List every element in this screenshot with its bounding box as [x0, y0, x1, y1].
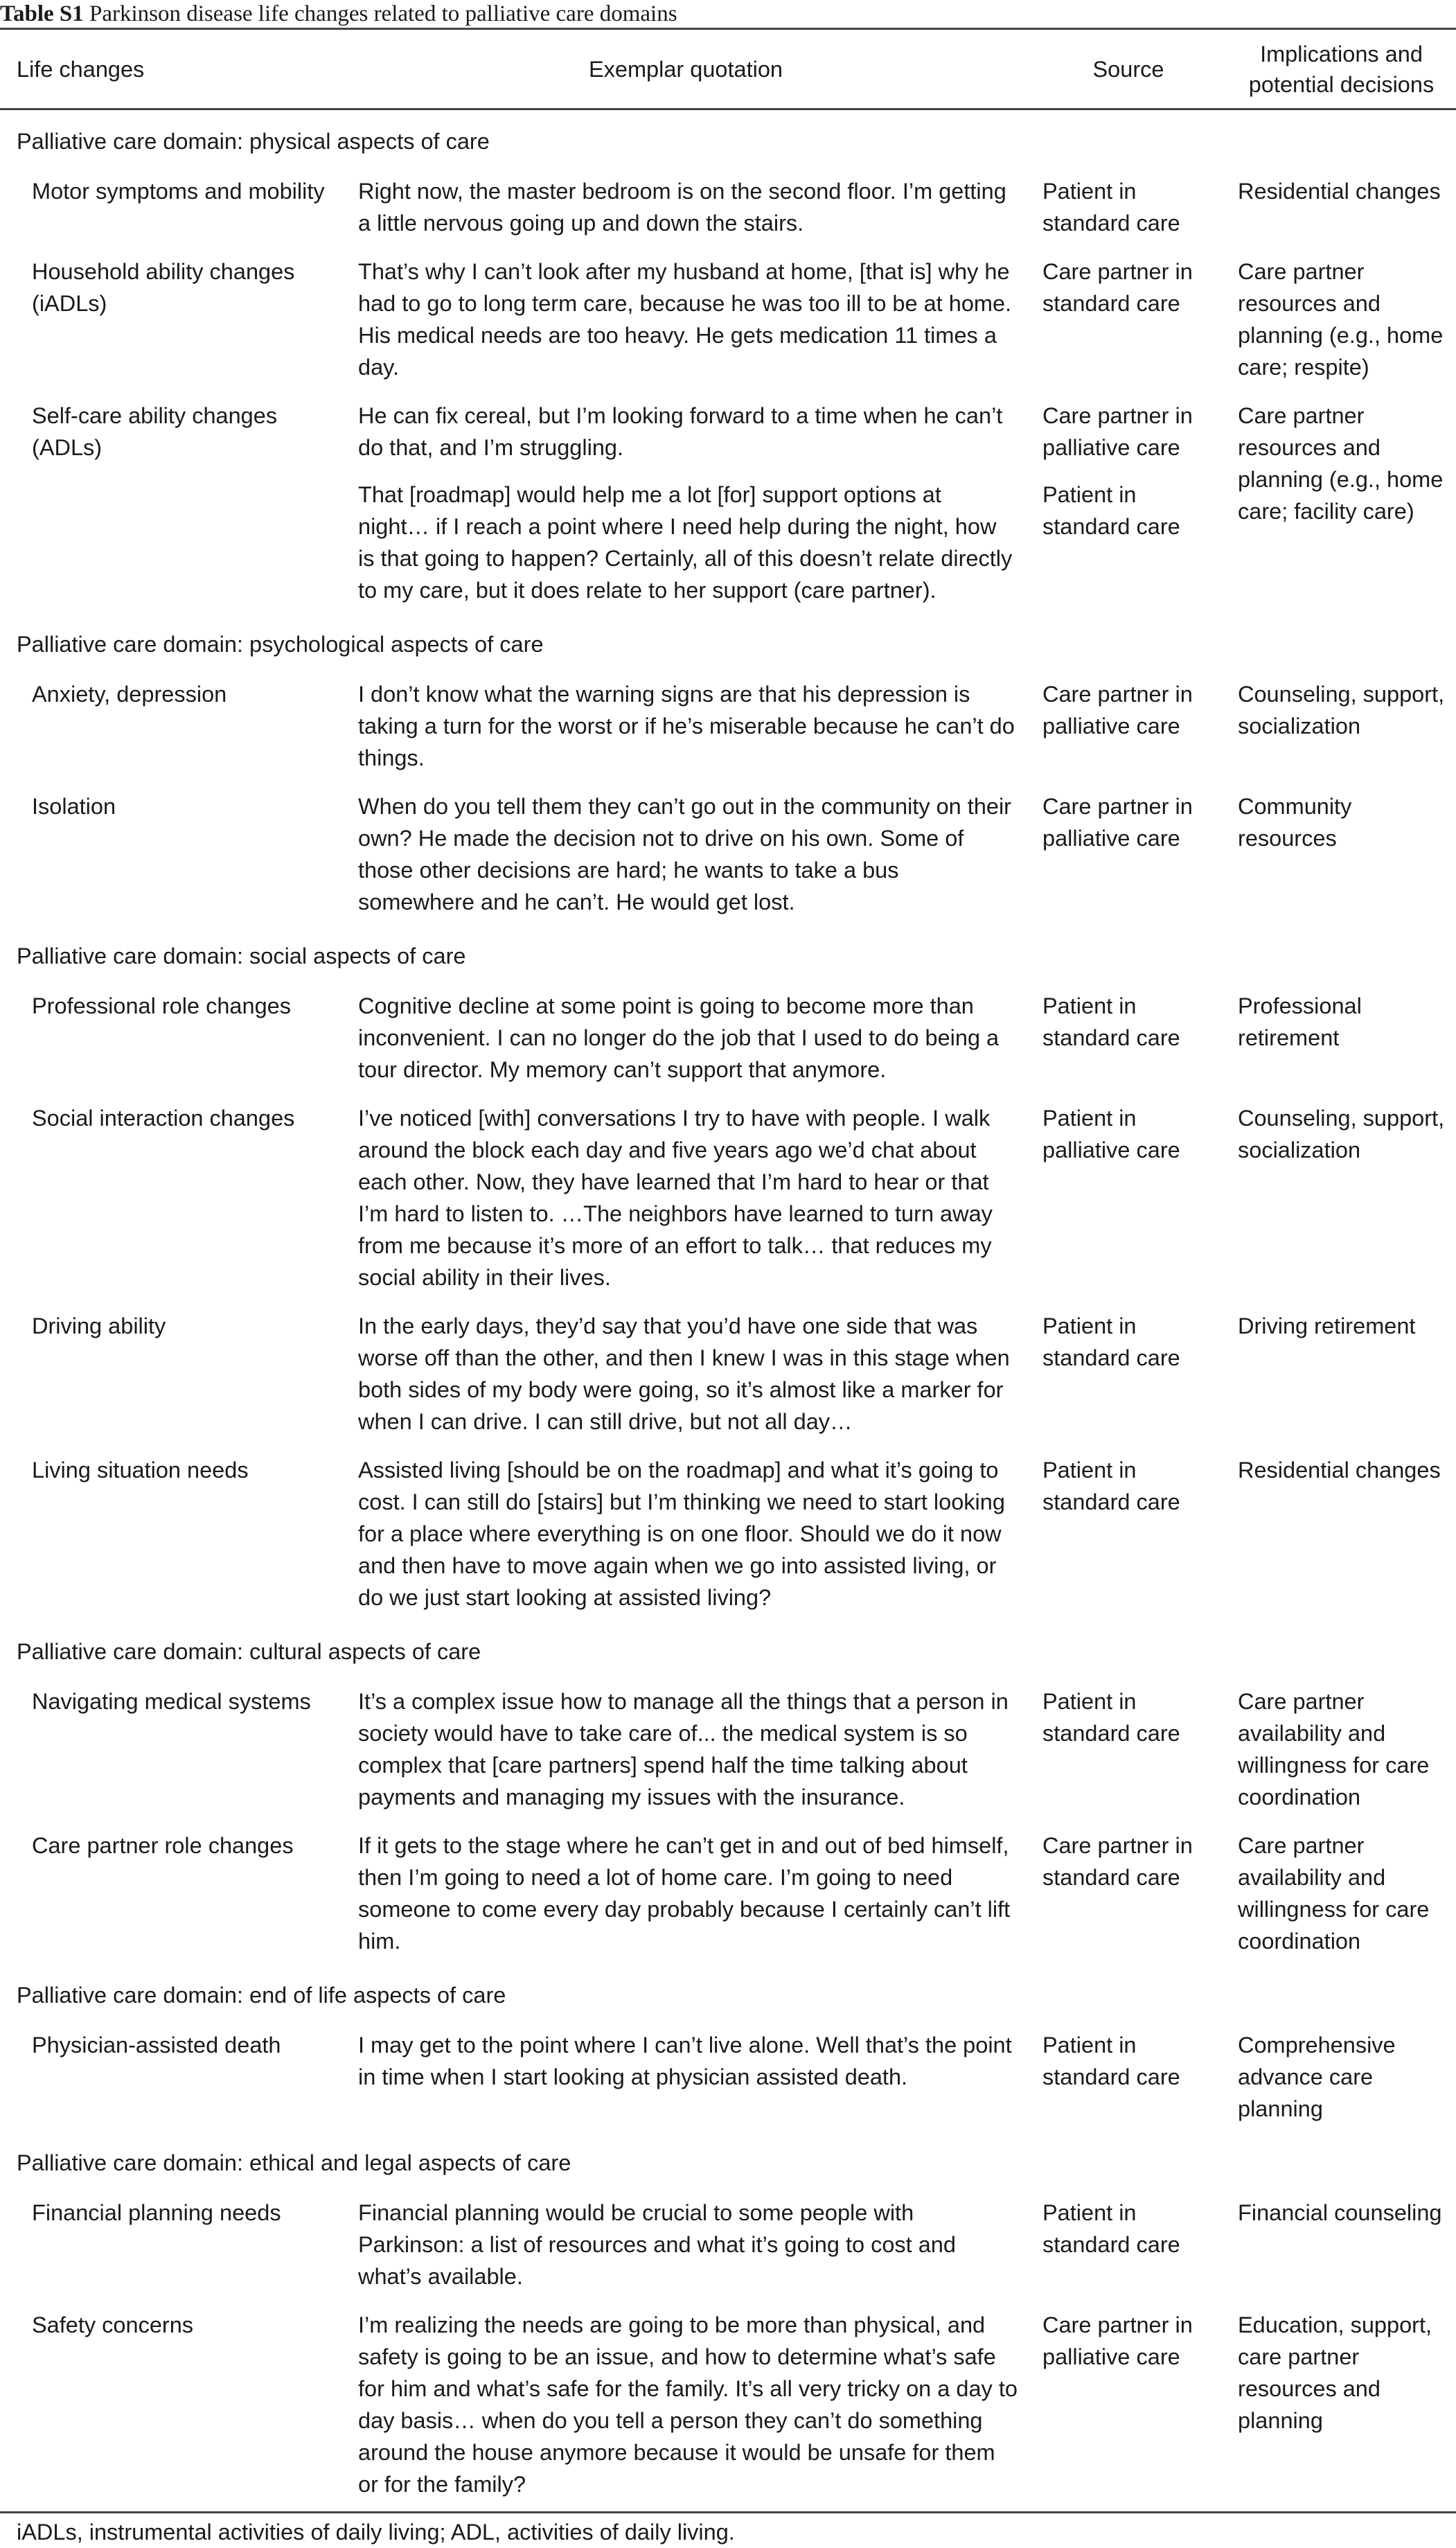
domain-heading: Palliative care domain: end of life aspects of care — [17, 1983, 506, 2008]
quotation-cell — [341, 390, 1030, 613]
source-cell — [1030, 1820, 1227, 1964]
life-change-cell — [0, 1444, 341, 1620]
source-cell-text: Care partner in palliative care — [1042, 794, 1193, 851]
implications-cell — [1227, 1092, 1456, 1300]
implications-cell-text: Residential changes — [1238, 1458, 1441, 1483]
life-change-cell — [0, 166, 341, 246]
life-change-cell — [0, 390, 341, 613]
source-cell — [1030, 1092, 1227, 1300]
implications-cell — [1227, 166, 1456, 246]
source-cell-text: Patient in palliative care — [1042, 1106, 1180, 1162]
quotation-cell — [341, 1092, 1030, 1300]
quotation-cell-text: Financial planning would be crucial to some people with Parkinson: a list of resources and what it’s going to cost and what’s available. — [358, 2200, 956, 2289]
implications-cell — [1227, 390, 1456, 613]
life-change-cell — [0, 669, 341, 781]
quotation-cell — [341, 669, 1030, 781]
quotation-cell — [341, 2019, 1030, 2132]
implications-cell-text: Comprehensive advance care planning — [1238, 2033, 1396, 2121]
implications-cell — [1227, 781, 1456, 925]
implications-cell-text: Driving retirement — [1238, 1313, 1416, 1338]
domain-heading: Palliative care domain: cultural aspects of care — [17, 1639, 481, 1664]
quotation-cell — [341, 1444, 1030, 1620]
domain-row — [0, 613, 1456, 669]
quotation-cell-text: That’s why I can’t look after my husband at home, [that is] why he had to go to long term care, because he was too ill to be at home. His medical needs are too heavy. He gets medication 11 times a day. — [358, 259, 1012, 380]
life-change-cell-text: Isolation — [32, 794, 116, 819]
quotation-cell-text: He can fix cereal, but I’m looking forward to a time when he can’t do that, and I’m struggling. — [358, 403, 1003, 460]
quotation-cell — [341, 1676, 1030, 1820]
source-cell — [1030, 2187, 1227, 2299]
implications-cell-text: Community resources — [1238, 794, 1352, 851]
quotation-cell-text: In the early days, they’d say that you’d have one side that was worse off than the other, and then I knew I was in this stage when both sides of my body were going, so it’s almost like a marker for when I can drive. I can still drive, but not all day… — [358, 1313, 1010, 1434]
quotation-cell — [341, 2187, 1030, 2299]
source-cell-text: Care partner in palliative care — [1042, 403, 1193, 460]
source-cell — [1030, 390, 1227, 613]
source-cell-text: Care partner in standard care — [1042, 259, 1193, 316]
domain-heading: Palliative care domain: physical aspects of care — [17, 129, 490, 154]
quotation-cell-text: I don’t know what the warning signs are that his depression is taking a turn for the worst or if he’s miserable because he can’t do things. — [358, 682, 1015, 770]
header-implications: Implications and potential decisions — [1227, 29, 1456, 109]
life-change-cell-text: Navigating medical systems — [32, 1689, 311, 1714]
implications-cell-text: Residential changes — [1238, 179, 1441, 204]
quotation-cell-text-secondary: That [roadmap] would help me a lot [for] support options at night… if I reach a point where I need help during the night, how is that going to happen? Certainly, all of this doesn’t relate directly to my care, but it does relate to her support (care partner). — [358, 482, 1013, 603]
header-exemplar-quotation: Exemplar quotation — [341, 29, 1030, 109]
life-changes-table — [0, 28, 1456, 2513]
header-life-changes: Life changes — [0, 29, 341, 109]
domain-heading: Palliative care domain: psychological aspects of care — [17, 632, 544, 657]
quotation-cell-text: It’s a complex issue how to manage all the things that a person in society would have to take care of... the medical system is so complex that [care partners] spend half the time talking about payments and managing my issues with the insurance. — [358, 1689, 1009, 1810]
life-change-cell-text: Care partner role changes — [32, 1833, 294, 1858]
table-footnote: iADLs, instrumental activities of daily living; ADL, activities of daily living. — [17, 2520, 735, 2545]
life-change-cell-text: Physician-assisted death — [32, 2033, 281, 2058]
implications-cell-text: Care partner resources and planning (e.g., home care; respite) — [1238, 259, 1444, 380]
life-change-cell-text: Safety concerns — [32, 2312, 194, 2337]
life-change-cell — [0, 2019, 341, 2132]
table-row — [0, 1676, 1456, 1820]
life-change-cell-text: Professional role changes — [32, 993, 291, 1018]
quotation-cell — [341, 246, 1030, 390]
life-change-cell — [0, 1676, 341, 1820]
implications-cell — [1227, 669, 1456, 781]
quotation-cell-text: When do you tell them they can’t go out in the community on their own? He made the decision not to drive on his own. Some of those other decisions are hard; he wants to take a bus somewhere and he can’t. He would get lost. — [358, 794, 1012, 914]
quotation-cell — [341, 2299, 1030, 2513]
table-row — [0, 1444, 1456, 1620]
table-row — [0, 781, 1456, 925]
source-cell — [1030, 980, 1227, 1092]
source-cell — [1030, 1300, 1227, 1444]
life-change-cell — [0, 781, 341, 925]
source-cell — [1030, 166, 1227, 246]
implications-cell — [1227, 246, 1456, 390]
quotation-cell-text: I’ve noticed [with] conversations I try to have with people. I walk around the block each day and five years ago we’d chat about each other. Now, they have learned that I’m hard to hear or that I’m hard to listen to. …The neighbors have learned to turn away from me because it’s more of an effort to talk… that reduces my social ability in their lives. — [358, 1106, 993, 1290]
domain-heading: Palliative care domain: ethical and legal aspects of care — [17, 2150, 571, 2175]
implications-cell — [1227, 2299, 1456, 2513]
implications-cell — [1227, 1820, 1456, 1964]
implications-cell-text: Counseling, support, socialization — [1238, 1106, 1445, 1162]
life-change-cell-text: Household ability changes (iADLs) — [32, 259, 295, 316]
source-cell-text: Patient in standard care — [1042, 993, 1180, 1050]
implications-cell — [1227, 2019, 1456, 2132]
source-cell — [1030, 669, 1227, 781]
source-cell-text: Patient in standard care — [1042, 1313, 1180, 1370]
implications-cell — [1227, 1444, 1456, 1620]
life-change-cell — [0, 1820, 341, 1964]
life-change-cell-text: Driving ability — [32, 1313, 166, 1338]
table-row — [0, 246, 1456, 390]
source-cell-text: Patient in standard care — [1042, 2033, 1180, 2089]
table-caption-text: Parkinson disease life changes related to palliative care domains — [83, 1, 677, 26]
implications-cell-text: Professional retirement — [1238, 993, 1362, 1050]
domain-row — [0, 925, 1456, 980]
source-cell-text: Patient in standard care — [1042, 179, 1180, 236]
source-cell-text-secondary: Patient in standard care — [1042, 482, 1180, 539]
implications-cell — [1227, 1300, 1456, 1444]
quotation-cell-text: Cognitive decline at some point is going to become more than inconvenient. I can no longer do the job that I used to do being a tour director. My memory can’t support that anymore. — [358, 993, 1000, 1082]
source-cell-text: Care partner in palliative care — [1042, 2312, 1193, 2369]
implications-cell-text: Care partner availability and willingness for care coordination — [1238, 1833, 1430, 1954]
implications-cell-text: Financial counseling — [1238, 2200, 1442, 2225]
source-cell-text: Care partner in standard care — [1042, 1833, 1193, 1890]
life-change-cell-text: Self-care ability changes (ADLs) — [32, 403, 278, 460]
domain-row — [0, 1620, 1456, 1676]
implications-cell-text: Education, support, care partner resources and planning — [1238, 2312, 1432, 2433]
table-row — [0, 669, 1456, 781]
domain-row — [0, 2132, 1456, 2187]
quotation-cell — [341, 1820, 1030, 1964]
source-cell-text: Patient in standard care — [1042, 2200, 1180, 2257]
domain-heading: Palliative care domain: social aspects of care — [17, 944, 466, 968]
life-change-cell-text: Social interaction changes — [32, 1106, 295, 1131]
table-row — [0, 2187, 1456, 2299]
source-cell — [1030, 781, 1227, 925]
source-cell-text: Patient in standard care — [1042, 1458, 1180, 1514]
table-row — [0, 2299, 1456, 2513]
source-cell — [1030, 2299, 1227, 2513]
quotation-cell-text: I may get to the point where I can’t live alone. Well that’s the point in time when I start looking at physician assisted death. — [358, 2033, 1012, 2089]
quotation-cell — [341, 781, 1030, 925]
table-header — [0, 29, 1456, 109]
implications-cell-text: Care partner availability and willingness for care coordination — [1238, 1689, 1430, 1810]
implications-cell-text: Counseling, support, socialization — [1238, 682, 1445, 738]
quotation-cell-text: Right now, the master bedroom is on the second floor. I’m getting a little nervous going up and down the stairs. — [358, 179, 1006, 236]
life-change-cell — [0, 980, 341, 1092]
life-change-cell — [0, 1092, 341, 1300]
implications-cell-text: Care partner resources and planning (e.g., home care; facility care) — [1238, 403, 1444, 524]
table-row — [0, 1092, 1456, 1300]
table-row — [0, 2019, 1456, 2132]
source-cell — [1030, 1676, 1227, 1820]
life-change-cell-text: Financial planning needs — [32, 2200, 281, 2225]
table-caption-label: Table S1 — [0, 1, 84, 26]
implications-cell — [1227, 1676, 1456, 1820]
implications-cell — [1227, 980, 1456, 1092]
source-cell — [1030, 1444, 1227, 1620]
life-change-cell — [0, 2299, 341, 2513]
quotation-cell-text: If it gets to the stage where he can’t get in and out of bed himself, then I’m going to need a lot of home care. I’m going to need someone to come every day probably because I certainly can’t lift him. — [358, 1833, 1011, 1954]
domain-row — [0, 1964, 1456, 2019]
life-change-cell — [0, 1300, 341, 1444]
table-header-row — [0, 29, 1456, 109]
quotation-cell — [341, 980, 1030, 1092]
source-cell-text: Care partner in palliative care — [1042, 682, 1193, 738]
life-change-cell-text: Motor symptoms and mobility — [32, 179, 325, 204]
source-cell-text: Patient in standard care — [1042, 1689, 1180, 1746]
implications-cell — [1227, 2187, 1456, 2299]
header-source: Source — [1030, 29, 1227, 109]
quotation-cell — [341, 1300, 1030, 1444]
quotation-cell — [341, 166, 1030, 246]
source-cell — [1030, 2019, 1227, 2132]
domain-row — [0, 109, 1456, 166]
quotation-cell-text: I’m realizing the needs are going to be more than physical, and safety is going to be an issue, and how to determine what’s safe for him and what’s safe for the family. It’s all very tricky on a day to day basis… when do you tell a person they can’t do something around the house anymore because it would be unsafe for them or for the family? — [358, 2312, 1018, 2497]
table-caption — [0, 0, 1456, 28]
life-change-cell-text: Living situation needs — [32, 1458, 249, 1483]
table-row — [0, 1300, 1456, 1444]
life-change-cell-text: Anxiety, depression — [32, 682, 227, 707]
life-change-cell — [0, 246, 341, 390]
source-cell — [1030, 246, 1227, 390]
table-row — [0, 390, 1456, 613]
quotation-cell-text: Assisted living [should be on the roadmap] and what it’s going to cost. I can still do [stairs] but I’m thinking we need to start looking for a place where everything is on one floor. Should we do it now and then have to move again when we go into assisted living, or do we just start looking at assisted living? — [358, 1458, 1005, 1610]
table-row — [0, 980, 1456, 1092]
table-body — [0, 109, 1456, 2513]
table-row — [0, 166, 1456, 246]
table-row — [0, 1820, 1456, 1964]
life-change-cell — [0, 2187, 341, 2299]
